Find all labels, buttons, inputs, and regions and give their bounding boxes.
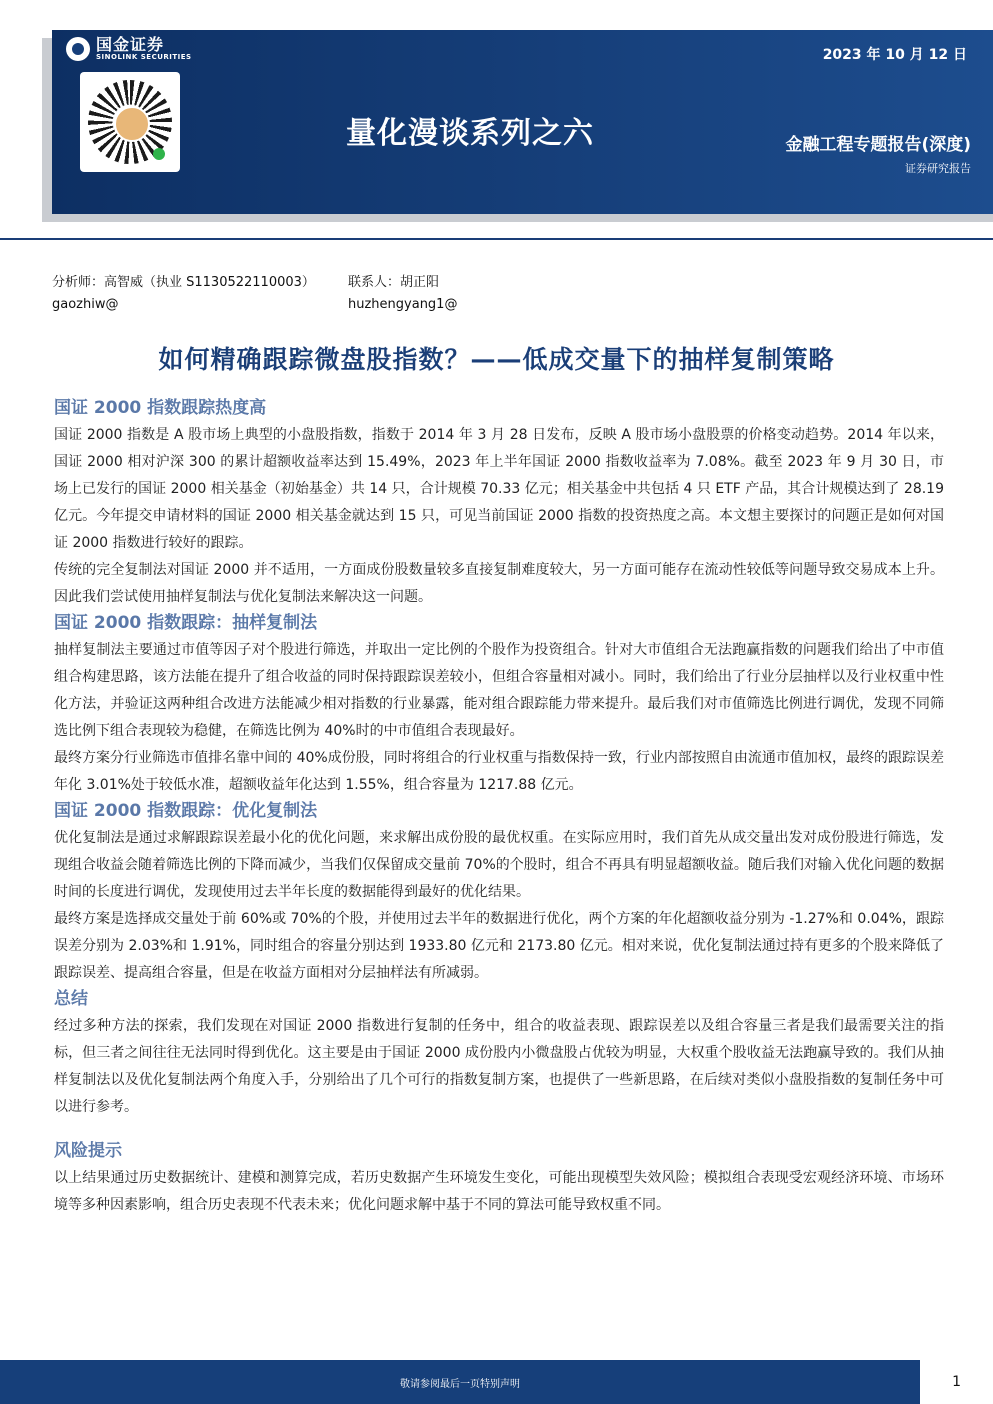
contact-name: 联系人：胡正阳: [348, 275, 440, 290]
logo-name-cn: 国金证券: [96, 35, 165, 54]
analyst-info: [52, 272, 457, 316]
series-title: 量化漫谈系列之六: [346, 116, 594, 151]
analyst-email: gaozhiw@: [52, 297, 119, 312]
paragraph: 以上结果通过历史数据统计、建模和测算完成，若历史数据产生环境发生变化，可能出现模型失效风险；模拟组合表现受宏观经济环境、市场环境等多种因素影响，组合历史表现不代表未来；优化问题求解中基于不同的算法可能导致权重不同。: [54, 1170, 944, 1213]
paragraph: 经过多种方法的探索，我们发现在对国证 2000 指数进行复制的任务中，组合的收益表现、跟踪误差以及组合容量三者是我们最需要关注的指标，但三者之间往往无法同时得到优化。这主要是由于国证 2000 成份股内小微盘股占优较为明显，大权重个股收益无法跑赢导致的。我们从抽样复制法以及优化复制法两个角度入手，分别给出了几个可行的指数复制方案，也提供了一些新思路，在后续对类似小盘股指数的复制任务中可以进行参考。: [54, 1018, 944, 1115]
logo-mark-icon: [66, 37, 90, 61]
report-type: 金融工程专题报告(深度): [785, 135, 971, 155]
paragraph: 国证 2000 指数是 A 股市场上典型的小盘股指数，指数于 2014 年 3 月 28 日发布，反映 A 股市场小盘股票的价格变动趋势。2014 年以来，国证 2000 相对沪深 300 的累计超额收益率达到 15.49%，2023 年上半年国证 2000 指数收益率为 7.08%。截至 2023 年 9 月 30 日，市场上已发行的国证 2000 相关基金（初始基金）共 14 只，合计规模 70.33 亿元；相关基金中共包括 4 只 ETF 产品，其合计规模达到了 28.19 亿元。今年提交申请材料的国证 2000 相关基金就达到 15 只，可见当前国证 2000 指数的投资热度之高。本文想主要探讨的问题正是如何对国证 2000 指数进行较好的跟踪。: [54, 427, 944, 551]
logo-name-en: SINOLINK SECURITIES: [96, 52, 192, 61]
analyst-name: 分析师：高智威（执业 S1130522110003）: [52, 275, 315, 290]
paragraph: 优化复制法是通过求解跟踪误差最小化的优化问题，来求解出成份股的最优权重。在实际应用时，我们首先从成交量出发对成份股进行筛选，发现组合收益会随着筛选比例的下降而减少，当我们仅保留成交量前 70%的个股时，组合不再具有明显超额收益。随后我们对输入优化问题的数据时间的长度进行调优，发现使用过去半年长度的数据能得到最好的优化结果。: [54, 830, 944, 900]
footer-disclaimer: 敬请参阅最后一页特别声明: [400, 1378, 520, 1390]
section-heading: 总结: [54, 989, 88, 1009]
report-date: 2023 年 10 月 12 日: [822, 47, 967, 63]
page-number: 1: [952, 1374, 961, 1390]
wechat-mini-program-icon: [153, 148, 165, 160]
report-title: 如何精确跟踪微盘股指数？——低成交量下的抽样复制策略: [158, 345, 835, 374]
paragraph: 最终方案分行业筛选市值排名靠中间的 40%成份股，同时将组合的行业权重与指数保持一致，行业内部按照自由流通市值加权，最终的跟踪误差年化 3.01%处于较低水准，超额收益年化达到 1.55%，组合容量为 1217.88 亿元。: [54, 750, 944, 793]
section-heading: 国证 2000 指数跟踪：优化复制法: [54, 801, 318, 821]
report-subtype: 证券研究报告: [905, 162, 971, 175]
qr-code-icon: [80, 72, 180, 172]
section-heading: 国证 2000 指数跟踪热度高: [54, 398, 267, 418]
paragraph: 抽样复制法主要通过市值等因子对个股进行筛选，并取出一定比例的个股作为投资组合。针对大市值组合无法跑赢指数的问题我们给出了中市值组合构建思路，该方法能在提升了组合收益的同时保持跟踪误差较小，但组合容量相对减小。同时，我们给出了行业分层抽样以及行业权重中性化方法，并验证这两种组合改进方法能减少相对指数的行业暴露，能对组合跟踪能力带来提升。最后我们对市值筛选比例进行调优，发现不同筛选比例下组合表现较为稳健，在筛选比例为 40%时的中市值组合表现最好。: [54, 642, 944, 739]
footer-bar: [0, 1360, 920, 1404]
contact-email: huzhengyang1@: [348, 297, 458, 312]
paragraph: 最终方案是选择成交量处于前 60%或 70%的个股，并使用过去半年的数据进行优化，两个方案的年化超额收益分别为 -1.27%和 0.04%，跟踪误差分别为 2.03%和 1.91%，同时组合的容量分别达到 1933.80 亿元和 2173.80 亿元。相对来说，优化复制法通过持有更多的个股来降低了跟踪误差、提高组合容量，但是在收益方面相对分层抽样法有所减弱。: [54, 911, 944, 981]
header-divider: [0, 238, 993, 240]
section-heading: 风险提示: [54, 1141, 122, 1161]
paragraph: 传统的完全复制法对国证 2000 并不适用，一方面成份股数量较多直接复制难度较大，另一方面可能存在流动性较低等问题导致交易成本上升。因此我们尝试使用抽样复制法与优化复制法来解决这一问题。: [54, 562, 944, 605]
report-body: [54, 396, 944, 1219]
company-logo: [66, 36, 192, 61]
section-heading: 国证 2000 指数跟踪：抽样复制法: [54, 613, 318, 633]
